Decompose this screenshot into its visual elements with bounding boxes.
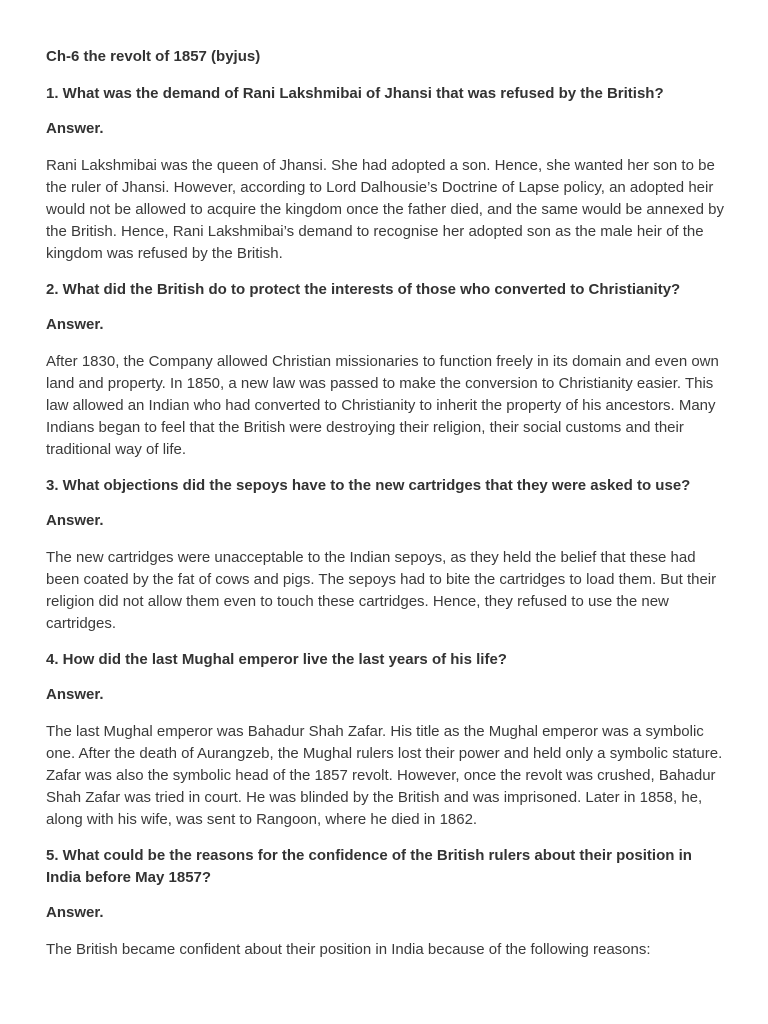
answer-label-1: Answer. (46, 120, 104, 137)
answer-label-2: Answer. (46, 316, 104, 333)
qa-block-5 (46, 845, 726, 961)
question-1: 1. What was the demand of Rani Lakshmibai of Jhansi that was refused by the British? (46, 85, 664, 102)
answer-text-4: The last Mughal emperor was Bahadur Shah Zafar. His title as the Mughal emperor was a symbolic one. After the death of Aurangzeb, the Mughal rulers lost their power and held only a symbolic stature. Zafar was also the symbolic head of the 1857 revolt. However, once the revolt was crushed, Bahadur Shah Zafar was tried in court. He was blinded by the British and was imprisoned. Later in 1858, he, along with his wife, was sent to Rangoon, where he died in 1862. (46, 723, 723, 828)
question-5: 5. What could be the reasons for the confidence of the British rulers about their position in India before May 1857? (46, 847, 692, 886)
qa-block-1 (46, 83, 726, 265)
qa-block-3 (46, 475, 726, 635)
answer-label-4: Answer. (46, 686, 104, 703)
answer-text-3: The new cartridges were unacceptable to the Indian sepoys, as they held the belief that these had been coated by the fat of cows and pigs. The sepoys had to bite the cartridges to load them. But their religion did not allow them even to touch these cartridges. Hence, they refused to use the new cartridges. (46, 549, 717, 632)
document-page (46, 47, 726, 975)
answer-text-1: Rani Lakshmibai was the queen of Jhansi. She had adopted a son. Hence, she wanted her son to be the ruler of Jhansi. However, according to Lord Dalhousie’s Doctrine of Lapse policy, an adopted heir would not be allowed to acquire the kingdom once the father died, and the same would be annexed by the British. Hence, Rani Lakshmibai’s demand to recognise her adopted son as the male heir of the kingdom was refused by the British. (46, 157, 724, 262)
question-4: 4. How did the last Mughal emperor live the last years of his life? (46, 651, 507, 668)
document-title: Ch-6 the revolt of 1857 (byjus) (46, 48, 261, 65)
question-2: 2. What did the British do to protect the interests of those who converted to Christianity? (46, 281, 681, 298)
qa-block-4 (46, 649, 726, 831)
answer-text-5: The British became confident about their position in India because of the following reasons: (46, 941, 651, 958)
answer-text-2: After 1830, the Company allowed Christian missionaries to function freely in its domain and even own land and property. In 1850, a new law was passed to make the conversion to Christianity easier. This law allowed an Indian who had converted to Christianity to inherit the property of his ancestors. Many Indians began to feel that the British were destroying their religion, their social customs and their traditional way of life. (46, 353, 719, 458)
answer-label-3: Answer. (46, 512, 104, 529)
question-3: 3. What objections did the sepoys have to the new cartridges that they were asked to use? (46, 477, 691, 494)
qa-block-2 (46, 279, 726, 461)
answer-label-5: Answer. (46, 904, 104, 921)
